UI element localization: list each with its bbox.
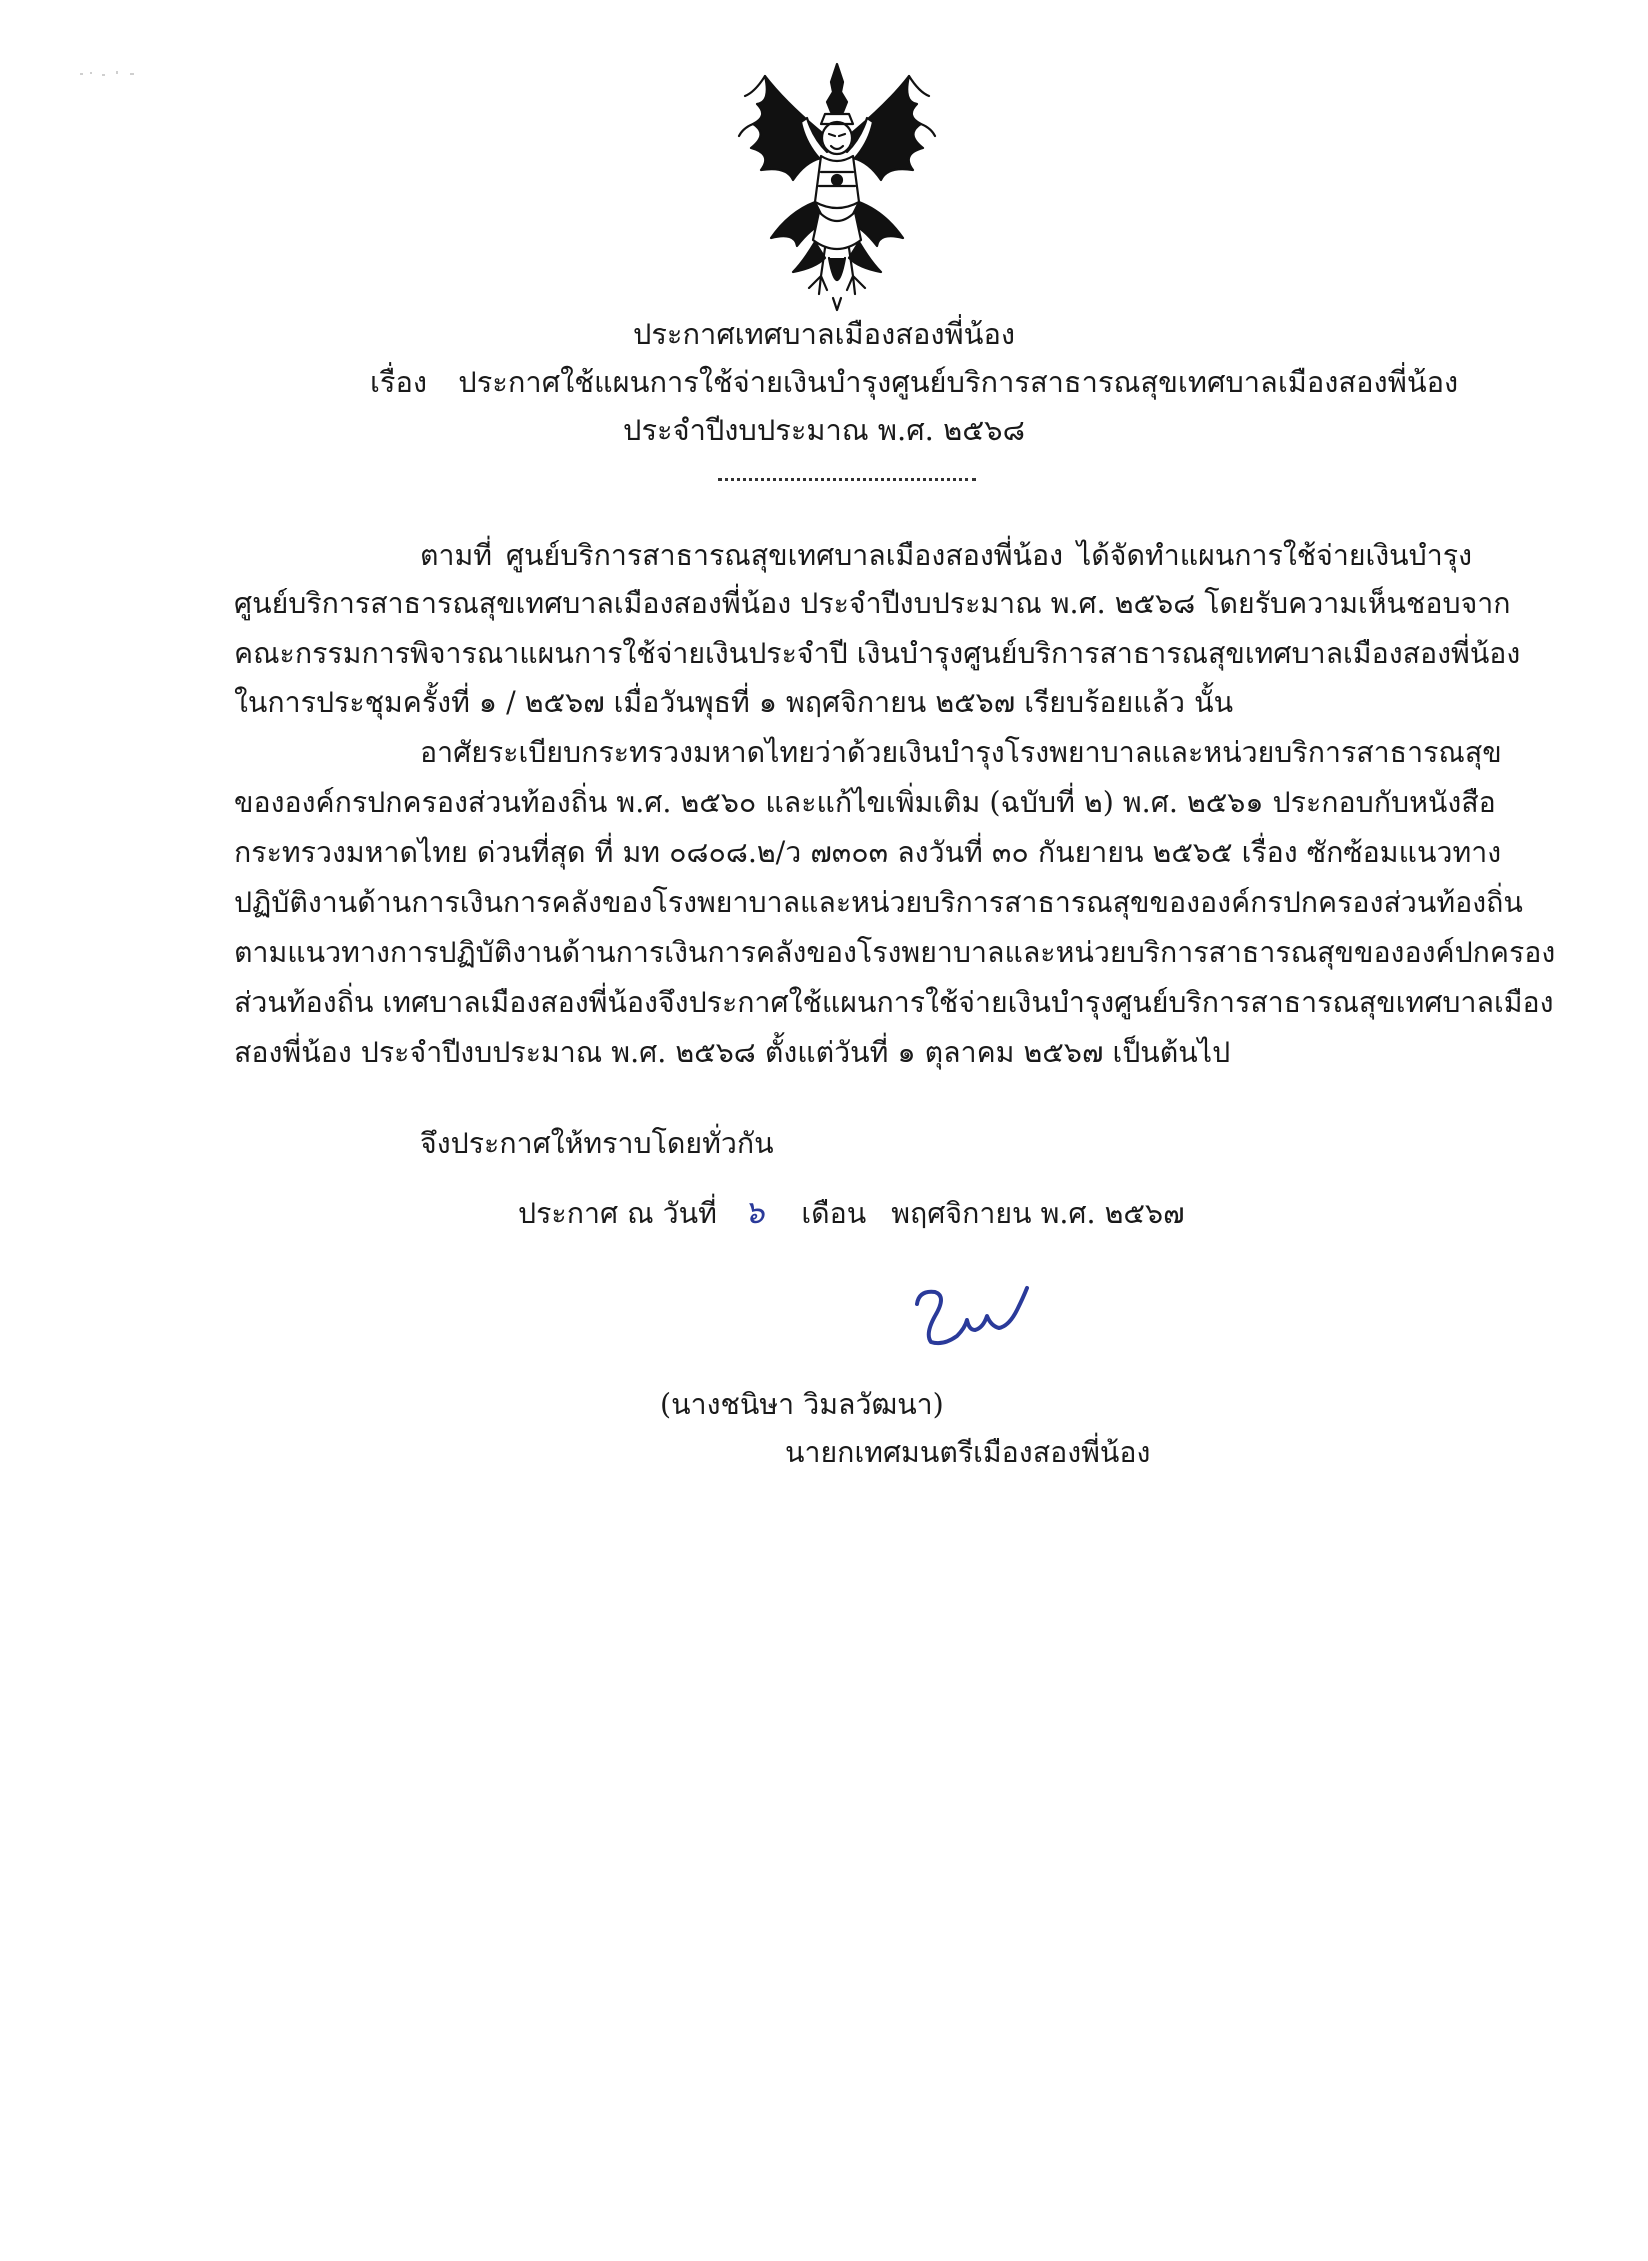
paragraph2-line-1: อาศัยระเบียบกระทรวงมหาดไทยว่าด้วยเงินบำรุงโรงพยาบาลและหน่วยบริการสาธารณสุข: [420, 736, 1502, 769]
paragraph1-line-1: ตามที่ ศูนย์บริการสาธารณสุขเทศบาลเมืองสองพี่น้อง ได้จัดทำแผนการใช้จ่ายเงินบำรุง: [420, 539, 1472, 572]
paragraph1-line-2: ศูนย์บริการสาธารณสุขเทศบาลเมืองสองพี่น้อง ประจำปีงบประมาณ พ.ศ. ๒๕๖๘ โดยรับความเห็นชอบจาก: [234, 587, 1511, 620]
signatory-position: นายกเทศมนตรีเมืองสองพี่น้อง: [785, 1436, 1151, 1469]
garuda-emblem-icon: [735, 62, 940, 312]
paragraph2-line-7: สองพี่น้อง ประจำปีงบประมาณ พ.ศ. ๒๕๖๘ ตั้งแต่วันที่ ๑ ตุลาคม ๒๕๖๗ เป็นต้นไป: [234, 1036, 1231, 1069]
subject-label: เรื่อง: [370, 365, 428, 399]
paragraph1-line-3: คณะกรรมการพิจารณาแผนการใช้จ่ายเงินประจำปี เงินบำรุงศูนย์บริการสาธารณสุขเทศบาลเมืองสองพี่น้อง: [234, 637, 1521, 670]
date-prefix: ประกาศ ณ วันที่: [518, 1197, 717, 1230]
handwritten-day: ๖: [743, 1193, 765, 1231]
paragraph2-line-6: ส่วนท้องถิ่น เทศบาลเมืองสองพี่น้องจึงประกาศใช้แผนการใช้จ่ายเงินบำรุงศูนย์บริการสาธารณสุขเทศบาลเมือง: [234, 986, 1554, 1019]
paragraph2-line-3: กระทรวงมหาดไทย ด่วนที่สุด ที่ มท ๐๘๐๘.๒/ว ๗๓๐๓ ลงวันที่ ๓๐ กันยายน ๒๕๖๕ เรื่อง ซักซ้อมแนวทาง: [234, 836, 1502, 869]
announcement-title: ประกาศเทศบาลเมืองสองพี่น้อง: [632, 317, 1016, 351]
signatory-name: (นางชนิษา วิมลวัฒนา): [660, 1388, 944, 1421]
fiscal-year-line: ประจำปีงบประมาณ พ.ศ. ๒๕๖๘: [623, 413, 1025, 447]
month-year: พฤศจิกายน พ.ศ. ๒๕๖๗: [891, 1197, 1185, 1230]
handwritten-signature: [905, 1282, 1055, 1352]
closing-statement: จึงประกาศให้ทราบโดยทั่วกัน: [420, 1127, 774, 1160]
subject-text: ประกาศใช้แผนการใช้จ่ายเงินบำรุงศูนย์บริการสาธารณสุขเทศบาลเมืองสองพี่น้อง: [458, 365, 1459, 399]
paragraph2-line-2: ขององค์กรปกครองส่วนท้องถิ่น พ.ศ. ๒๕๖๐ และแก้ไขเพิ่มเติม (ฉบับที่ ๒) พ.ศ. ๒๕๖๑ ประกอบกับหนังสือ: [234, 786, 1496, 819]
paragraph1-line-4: ในการประชุมครั้งที่ ๑ / ๒๕๖๗ เมื่อวันพุธที่ ๑ พฤศจิกายน ๒๕๖๗ เรียบร้อยแล้ว นั้น: [234, 686, 1234, 719]
month-label: เดือน: [801, 1197, 867, 1230]
subject-line: [370, 362, 1458, 402]
dotted-separator: [718, 478, 976, 481]
paragraph2-line-4: ปฏิบัติงานด้านการเงินการคลังของโรงพยาบาลและหน่วยบริการสาธารณสุขขององค์กรปกครองส่วนท้องถิ่น: [234, 886, 1523, 919]
paragraph2-line-5: ตามแนวทางการปฏิบัติงานด้านการเงินการคลังของโรงพยาบาลและหน่วยบริการสาธารณสุขขององค์ปกครอง: [234, 936, 1556, 969]
announcement-date-line: [518, 1192, 1185, 1234]
scan-artifact: [80, 70, 140, 78]
